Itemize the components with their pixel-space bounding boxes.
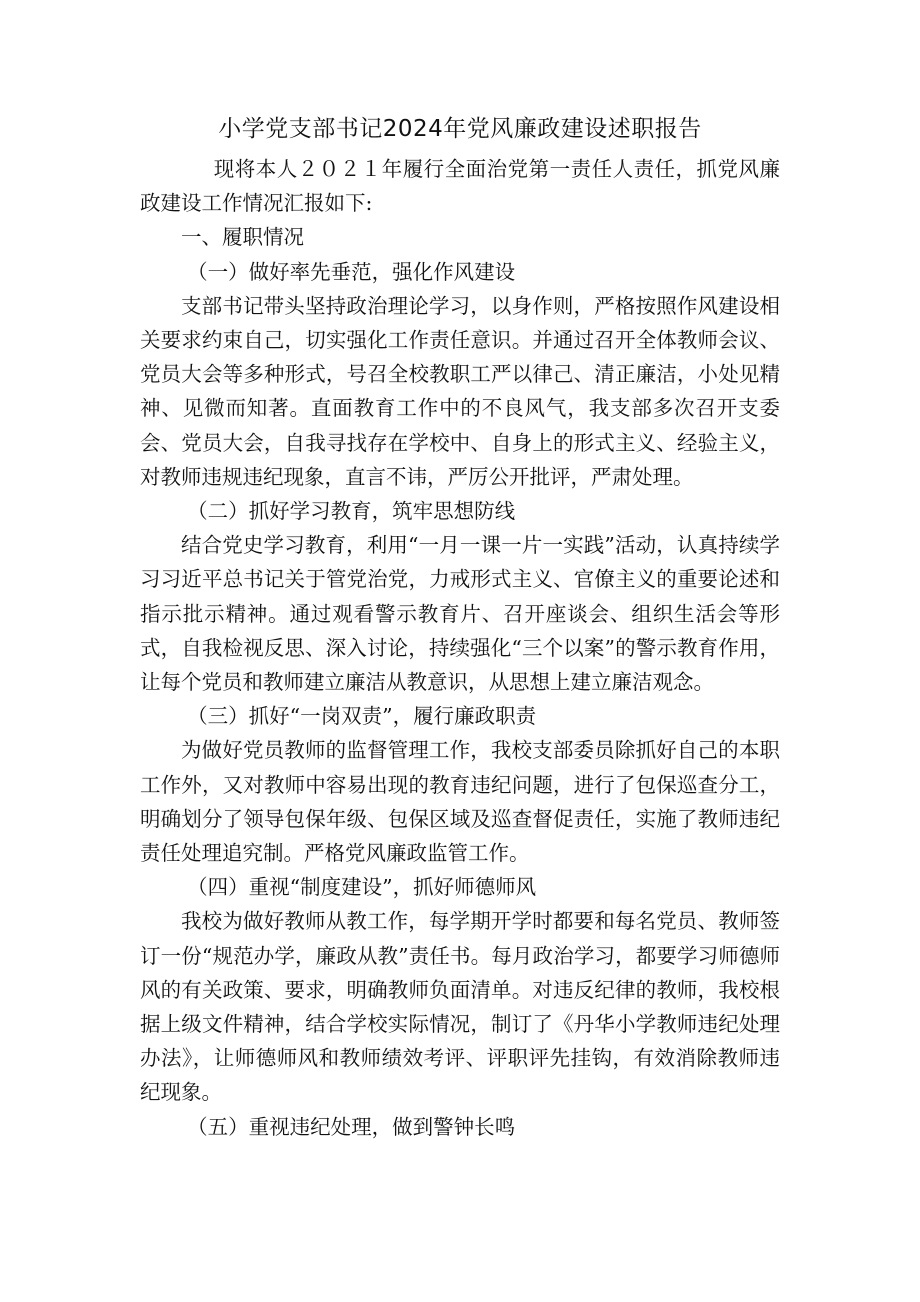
body-paragraph-2: 结合党史学习教育，利用“一月一课一片一实践”活动，认真持续学习习近平总书记关于管党治党，力戒形式主义、官僚主义的重要论述和指示批示精神。通过观看警示教育片、召开座谈会、组织生活会等形式，自我检视反思、深入讨论，持续强化“三个以案”的警示教育作用，让每个党员和教师建立廉洁从教意识，从思想上建立廉洁观念。 xyxy=(140,533,780,695)
body-paragraph-4: 我校为做好教师从教工作，每学期开学时都要和每名党员、教师签订一份“规范办学，廉政从教”责任书。每月政治学习，都要学习师德师风的有关政策、要求，明确教师负面清单。对违反纪律的教师，我校根据上级文件精神，结合学校实际情况，制订了《丹华小学教师违纪处理办法》，让师德师风和教师绩效考评、评职评先挂钩，有效消除教师违纪现象。 xyxy=(140,909,780,1105)
subsection-heading-4: （四）重视“制度建设”，抓好师德师风 xyxy=(187,875,537,900)
body-paragraph-1: 支部书记带头坚持政治理论学习，以身作则，严格按照作风建设相关要求约束自己，切实强化工作责任意识。并通过召开全体教师会议、党员大会等多种形式，号召全校教职工严以律己、清正廉洁，小处见精神、见微而知著。直面教育工作中的不良风气，我支部多次召开支委会、党员大会，自我寻找存在学校中、自身上的形式主义、经验主义，对教师违规违纪现象，直言不讳，严厉公开批评，严肃处理。 xyxy=(140,293,780,489)
document-body xyxy=(140,152,780,1144)
intro-paragraph: 现将本人２０２１年履行全面治党第一责任人责任，抓党风廉政建设工作情况汇报如下: xyxy=(140,157,780,216)
document-title: 小学党支部书记2024年党风廉政建设述职报告 xyxy=(218,116,702,142)
section-heading-1: 一、履职情况 xyxy=(181,225,304,250)
subsection-heading-5: （五）重视违纪处理，做到警钟长鸣 xyxy=(187,1114,516,1139)
body-paragraph-3: 为做好党员教师的监督管理工作，我校支部委员除抓好自己的本职工作外，又对教师中容易出现的教育违纪问题，进行了包保巡查分工，明确划分了领导包保年级、包保区域及巡查督促责任，实施了教师违纪责任处理追究制。严格党风廉政监管工作。 xyxy=(140,738,780,866)
subsection-heading-3: （三）抓好“一岗双责”，履行廉政职责 xyxy=(187,704,537,729)
subsection-heading-1: （一）做好率先垂范，强化作风建设 xyxy=(187,259,516,284)
subsection-heading-2: （二）抓好学习教育，筑牢思想防线 xyxy=(187,499,516,524)
